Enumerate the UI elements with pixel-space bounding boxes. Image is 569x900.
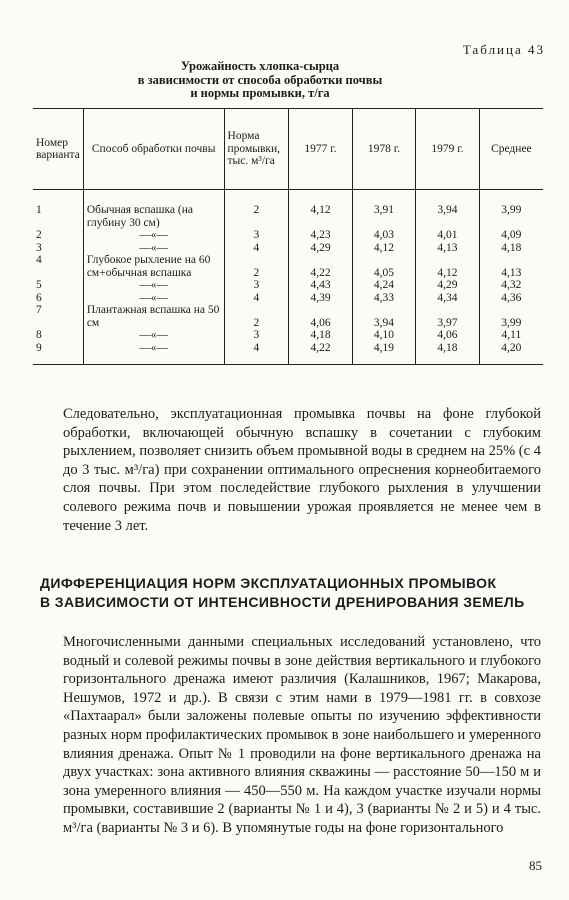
section-heading [40, 574, 540, 612]
caption-line: Урожайность хлопка-сырца [180, 59, 340, 73]
cell-norm: 3 [224, 229, 289, 242]
cell-1978: 4,24 [352, 279, 415, 292]
header-variant-number: Номер варианта [33, 109, 83, 190]
cell-variant: 3 [36, 241, 42, 254]
cell-1978: 4,33 [352, 292, 415, 305]
cell-norm: 4 [224, 292, 289, 305]
cell-1977: 4,22 [289, 342, 352, 365]
cell-1979: 4,34 [416, 292, 479, 305]
table-row [33, 229, 543, 242]
cell-average: 4,20 [479, 342, 543, 365]
cell-norm: 3 [224, 329, 289, 342]
cell-average: 4,13 [479, 254, 543, 279]
cell-1978: 3,91 [352, 204, 415, 229]
cell-variant: 8 [36, 329, 42, 341]
cell-method: —«— [83, 229, 224, 242]
caption-line: в зависимости от способа обработки почвы [137, 72, 383, 87]
cell-variant: 9 [33, 342, 83, 365]
cell-1979: 4,06 [416, 329, 479, 342]
cell-1977: 4,12 [289, 204, 352, 229]
cell-variant: 6 [36, 291, 42, 304]
cell-1977: 4,22 [289, 254, 352, 279]
cell-average: 4,36 [479, 292, 543, 305]
header-norm: Норма промывки, тыс. м³/га [224, 109, 289, 190]
cell-norm: 2 [224, 304, 289, 329]
cell-1978: 4,12 [352, 242, 415, 255]
body-paragraph: Многочисленными данными специальных исследований установлено, что водный и солевой режимы почвы в зоне действия вертикального и глубокого горизонтального дренажа имеют различия (Калашников, 1967; Макарова, Нешумов, 1972 и др.). В связи с этим нами в 1979—1981 гг. в совхозе «Пахтаарал» были заложены полевые опыты по изучению эффективности разных норм профилактических промывок в зоне наибольшего и умеренного влияния дренажа. Опыт № 1 проводили на фоне вертикального дренажа на двух участках: зона активного влияния скважины — расстояние 50—150 м и зона умеренного влияния — 450—550 м. На каждом участке изучали нормы промывки, составившие 2 (варианты № 1 и 4), 3 (варианты № 2 и 5) и 4 тыс. м³/га (варианты № 3 и 6). В упомянутые годы на фоне горизонтального [63, 634, 541, 836]
table-row [33, 329, 543, 342]
cell-average: 3,99 [479, 204, 543, 229]
cell-norm: 4 [224, 342, 289, 365]
cell-variant: 2 [36, 229, 42, 241]
cell-1979: 3,97 [416, 304, 479, 329]
cell-method: —«— [83, 329, 224, 342]
cell-average: 4,18 [479, 242, 543, 255]
cell-average: 4,11 [479, 329, 543, 342]
cell-average: 3,99 [479, 304, 543, 329]
cell-method: Плантажная вспашка на 50 см [83, 304, 224, 329]
cell-norm: 3 [224, 279, 289, 292]
table-caption [60, 60, 460, 101]
cell-1977: 4,39 [289, 292, 352, 305]
cell-method: Обычная вспашка (на глубину 30 см) [83, 204, 224, 229]
cell-method: Глубокое рыхление на 60 см+обычная вспашка [83, 254, 224, 279]
section-heading-line: В ЗАВИСИМОСТИ ОТ ИНТЕНСИВНОСТИ ДРЕНИРОВАНИЯ ЗЕМЕЛЬ [40, 594, 525, 610]
header-method: Способ обработки почвы [83, 109, 224, 190]
cell-1977: 4,43 [289, 279, 352, 292]
cell-1977: 4,18 [289, 329, 352, 342]
cell-1978: 4,10 [352, 329, 415, 342]
cell-norm: 2 [224, 254, 289, 279]
cell-1979: 3,94 [416, 204, 479, 229]
page-number: 85 [529, 858, 542, 873]
table-row [33, 304, 543, 329]
header-average: Среднее [479, 109, 543, 190]
cell-1979: 4,12 [416, 254, 479, 279]
caption-line: и нормы промывки, т/га [190, 86, 330, 100]
cell-method: —«— [83, 242, 224, 255]
header-1979: 1979 г. [416, 109, 479, 190]
table-row [33, 204, 543, 229]
cell-1978: 4,19 [352, 342, 415, 365]
cell-variant: 5 [36, 279, 42, 291]
cell-variant: 7 [36, 304, 42, 316]
body-paragraph: Следовательно, эксплуатационная промывка почвы на фоне глубокой обработки, включающей обычную вспашку в сочетании с глубоким рыхлением, позволяет снизить объем промывной воды в среднем на 25% (с 4 до 3 тыс. м³/га) при сохранении оптимального опреснения корнеобитаемого слоя почвы. При этом последействие глубокого рыхления в улучшении солевого режима почв и повышении урожая проявляется не менее чем в течение 3 лет. [63, 406, 541, 534]
cell-1979: 4,01 [416, 229, 479, 242]
table-header-row [33, 109, 543, 190]
cell-method: —«— [83, 279, 224, 292]
cell-variant: 4 [36, 254, 42, 266]
cell-1977: 4,29 [289, 242, 352, 255]
table-spacer-row [33, 190, 543, 205]
header-1978: 1978 г. [352, 109, 415, 190]
cell-1978: 3,94 [352, 304, 415, 329]
table-row [33, 279, 543, 292]
cell-1977: 4,23 [289, 229, 352, 242]
cell-norm: 4 [224, 242, 289, 255]
table-row [33, 342, 543, 365]
yield-table [33, 108, 543, 365]
cell-1979: 4,13 [416, 242, 479, 255]
cell-variant: 1 [36, 204, 42, 216]
cell-1978: 4,03 [352, 229, 415, 242]
cell-1979: 4,29 [416, 279, 479, 292]
cell-1979: 4,18 [416, 342, 479, 365]
cell-method: —«— [83, 292, 224, 305]
cell-method: —«— [83, 342, 224, 365]
cell-1977: 4,06 [289, 304, 352, 329]
table-row [33, 242, 543, 255]
table-row [33, 292, 543, 305]
cell-1978: 4,05 [352, 254, 415, 279]
cell-average: 4,32 [479, 279, 543, 292]
cell-average: 4,09 [479, 229, 543, 242]
header-1977: 1977 г. [289, 109, 352, 190]
section-heading-line: ДИФФЕРЕНЦИАЦИЯ НОРМ ЭКСПЛУАТАЦИОННЫХ ПРОМЫВОК [40, 575, 497, 591]
table-row [33, 254, 543, 279]
table-label: Таблица 43 [462, 42, 545, 57]
cell-norm: 2 [224, 204, 289, 229]
